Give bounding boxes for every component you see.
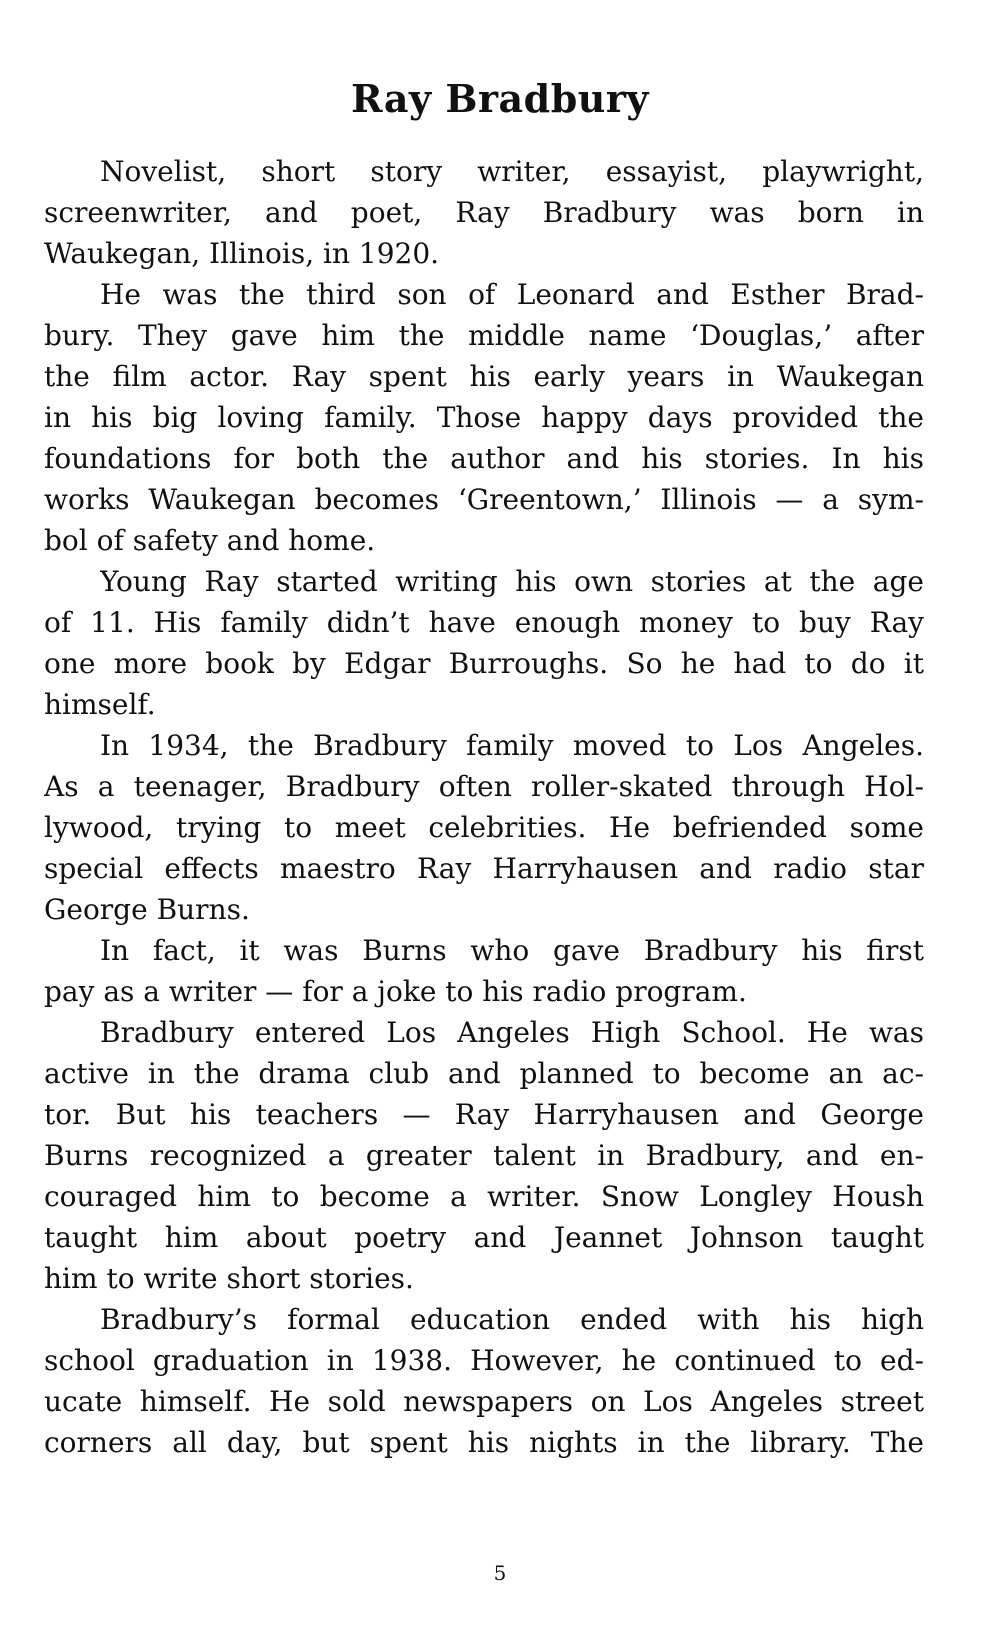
text-line: one more book by Edgar Burroughs. So he had to do it: [44, 647, 924, 680]
text-line: Burns recognized a greater talent in Bradbury, and en-: [44, 1139, 924, 1172]
text-line: ucate himself. He sold newspapers on Los Angeles street: [44, 1385, 924, 1418]
text-line: taught him about poetry and Jeannet Johnson taught: [44, 1221, 924, 1254]
text-line: In fact, it was Burns who gave Bradbury his first: [100, 934, 924, 967]
text-line: him to write short stories.: [44, 1262, 414, 1295]
text-line: bol of safety and home.: [44, 524, 376, 557]
text-line: pay as a writer — for a joke to his radio program.: [44, 975, 747, 1008]
text-line: works Waukegan becomes ‘Greentown,’ Illinois — a sym-: [44, 483, 924, 516]
text-line: tor. But his teachers — Ray Harryhausen and George: [44, 1098, 924, 1131]
text-line: George Burns.: [44, 893, 250, 926]
text-line: of 11. His family didn’t have enough money to buy Ray: [44, 606, 924, 639]
text-line: Waukegan, Illinois, in 1920.: [44, 237, 440, 270]
text-line: special effects maestro Ray Harryhausen and radio star: [44, 852, 924, 885]
page-number: 5: [493, 1561, 507, 1585]
text-line: He was the third son of Leonard and Esther Brad-: [100, 278, 924, 311]
text-line: the film actor. Ray spent his early years in Waukegan: [44, 360, 924, 393]
text-line: As a teenager, Bradbury often roller-skated through Hol-: [44, 770, 924, 803]
text-line: school graduation in 1938. However, he continued to ed-: [44, 1344, 924, 1377]
text-line: himself.: [44, 688, 156, 721]
text-line: active in the drama club and planned to become an ac-: [44, 1057, 924, 1090]
text-line: couraged him to become a writer. Snow Longley Housh: [44, 1180, 924, 1213]
text-line: Bradbury entered Los Angeles High School. He was: [100, 1016, 924, 1049]
text-line: in his big loving family. Those happy days provided the: [44, 401, 924, 434]
text-line: screenwriter, and poet, Ray Bradbury was born in: [44, 196, 924, 229]
text-line: corners all day, but spent his nights in the library. The: [44, 1426, 924, 1459]
text-line: Young Ray started writing his own stories at the age: [100, 565, 924, 598]
text-line: Bradbury’s formal education ended with his high: [100, 1303, 924, 1336]
text-line: lywood, trying to meet celebrities. He befriended some: [44, 811, 924, 844]
text-line: Novelist, short story writer, essayist, playwright,: [100, 155, 924, 188]
text-line: In 1934, the Bradbury family moved to Los Angeles.: [100, 729, 924, 762]
chapter-title: Ray Bradbury: [350, 76, 649, 121]
text-line: bury. They gave him the middle name ‘Douglas,’ after: [44, 319, 924, 352]
text-line: foundations for both the author and his stories. In his: [44, 442, 924, 475]
